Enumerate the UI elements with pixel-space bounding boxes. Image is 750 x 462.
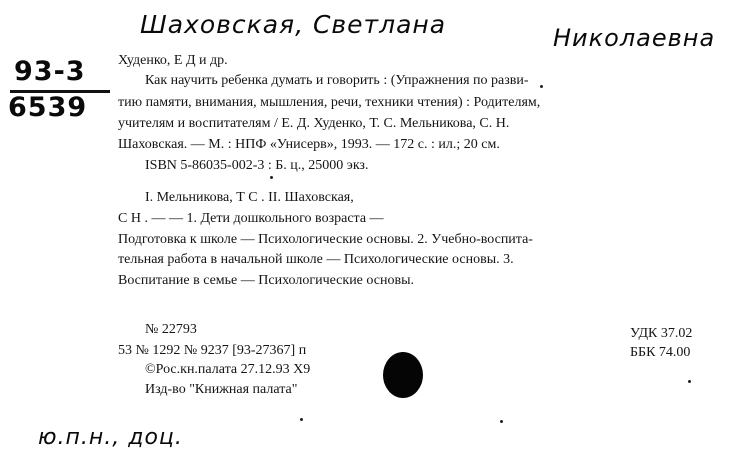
handwritten-shelf-code-top: 93-3 [14, 56, 86, 87]
handwritten-bottom-note: ю.п.н., доц. [38, 425, 183, 450]
record-body-line: учителям и воспитателям / Е. Д. Худенко, Т. С. Мельникова, С. Н. [118, 116, 510, 131]
publisher-line: Изд-во "Книжная палата" [145, 382, 298, 397]
ink-speck [270, 176, 273, 179]
udc-code: УДК 37.02 [630, 326, 693, 341]
tracing-line: С Н . — — 1. Дети дошкольного возраста — [118, 211, 384, 226]
record-body-line: Шаховская. — М. : НПФ «Унисерв», 1993. — 172 с. : ил.; 20 см. [118, 137, 500, 152]
ink-speck [540, 85, 543, 88]
isbn-line: ISBN 5-86035-002-3 : Б. ц., 25000 экз. [145, 158, 369, 173]
record-body-line: Как научить ребенка думать и говорить : (Упражнения по разви- [145, 73, 529, 88]
ink-speck [300, 418, 303, 421]
tracing-line: I. Мельникова, Т С . II. Шаховская, [145, 190, 354, 205]
copyright-line: ©Рос.кн.палата 27.12.93 Х9 [145, 362, 311, 377]
card-number: № 22793 [145, 322, 197, 337]
tracing-line: тельная работа в начальной школе — Психологические основы. 3. [118, 252, 514, 267]
chamber-numbers: 53 № 1292 № 9237 [93-27367] п [118, 343, 307, 358]
tracing-line: Воспитание в семье — Психологические основы. [118, 273, 414, 288]
ink-speck [688, 380, 691, 383]
ink-speck [500, 420, 503, 423]
handwritten-shelf-code-bottom: 6539 [8, 92, 88, 123]
handwritten-patronymic: Николаевна [553, 24, 716, 52]
tracing-line: Подготовка к школе — Психологические основы. 2. Учебно-воспита- [118, 232, 533, 247]
record-body-line: тию памяти, внимания, мышления, речи, техники чтения) : Родителям, [118, 95, 541, 110]
handwritten-author-name: Шаховская, Светлана [140, 10, 447, 39]
bbk-code: ББК 74.00 [630, 345, 691, 360]
record-heading: Худенко, Е Д и др. [118, 53, 228, 68]
ink-blot [383, 352, 423, 398]
